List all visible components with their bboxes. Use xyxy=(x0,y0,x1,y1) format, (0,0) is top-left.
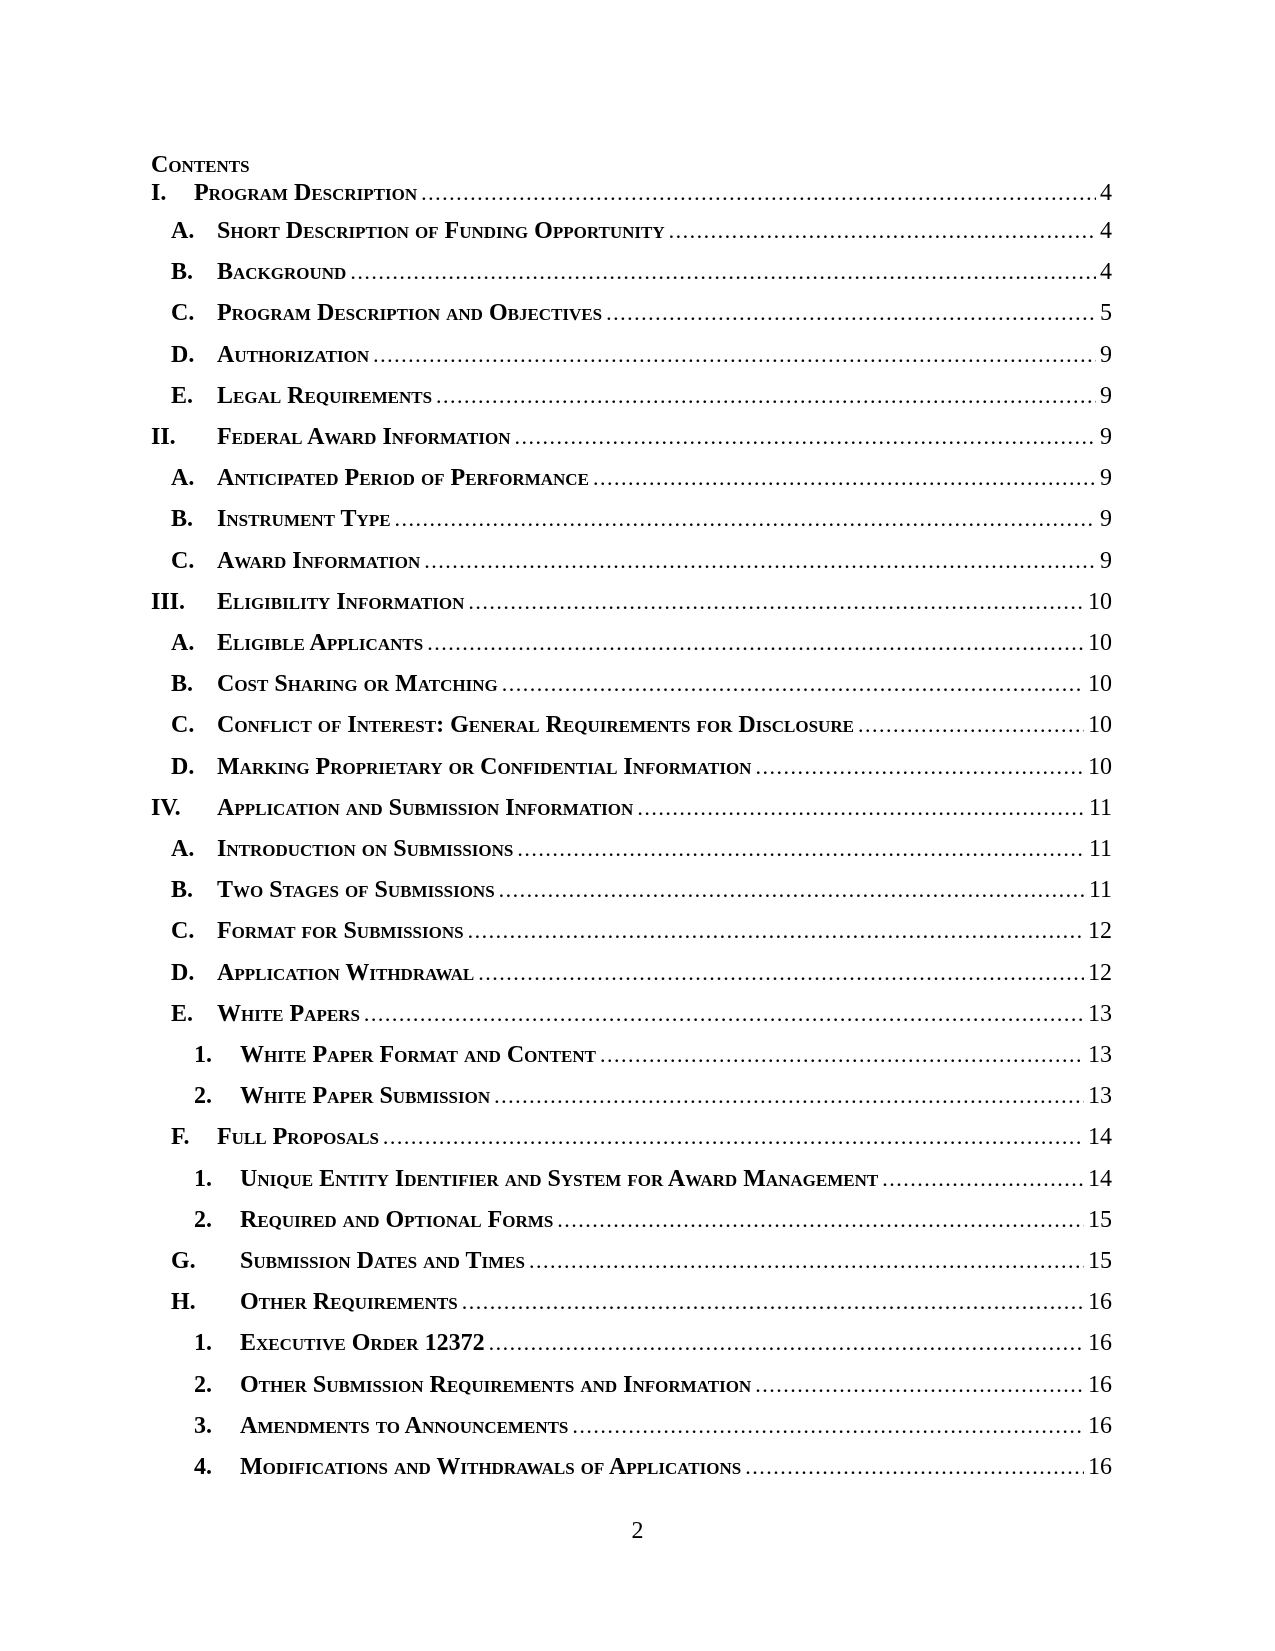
toc-entry-page[interactable]: 12 xyxy=(1088,959,1112,986)
toc-entry[interactable] xyxy=(171,958,1112,988)
toc-entry-title[interactable]: Other Requirements xyxy=(240,1289,458,1316)
toc-entry[interactable] xyxy=(171,752,1112,782)
toc-entry[interactable] xyxy=(151,793,1112,823)
toc-entry-page[interactable]: 15 xyxy=(1088,1206,1112,1233)
toc-entry[interactable] xyxy=(151,587,1112,617)
toc-entry-number: A. xyxy=(171,218,195,244)
toc-entry[interactable] xyxy=(194,1411,1112,1441)
toc-entry-title[interactable]: Format for Submissions xyxy=(217,918,464,945)
toc-entry-page[interactable]: 11 xyxy=(1088,794,1112,821)
toc-entry-number: 1. xyxy=(194,1330,212,1357)
toc-entry[interactable] xyxy=(171,1287,1112,1317)
toc-entry-page[interactable]: 13 xyxy=(1088,1083,1112,1110)
dot-leader xyxy=(468,587,1084,617)
toc-entry-title[interactable]: Conflict of Interest: General Requirements for Disclosure xyxy=(217,712,854,739)
dot-leader xyxy=(593,463,1096,493)
toc-entry-title[interactable]: Marking Proprietary or Confidential Information xyxy=(217,753,752,780)
toc-entry-page[interactable]: 5 xyxy=(1100,300,1112,327)
toc-entry-title[interactable]: Federal Award Information xyxy=(217,424,511,450)
toc-entry-number: B. xyxy=(171,506,194,533)
toc-entry-number: B. xyxy=(171,877,194,904)
dot-leader xyxy=(395,504,1096,534)
toc-entry-title[interactable]: Other Submission Requirements and Information xyxy=(240,1371,752,1398)
dot-leader xyxy=(557,1205,1084,1235)
toc-entry-title[interactable]: Introduction on Submissions xyxy=(217,836,514,862)
toc-entry-page[interactable]: 4 xyxy=(1100,218,1112,244)
toc-entry-page[interactable]: 15 xyxy=(1088,1248,1112,1274)
dot-leader xyxy=(421,178,1096,208)
toc-entry-page[interactable]: 10 xyxy=(1088,753,1112,780)
toc-entry-page[interactable]: 13 xyxy=(1088,1000,1112,1027)
toc-entry-number: 2. xyxy=(194,1371,212,1398)
toc-entry-page[interactable]: 9 xyxy=(1100,465,1112,492)
dot-leader xyxy=(755,1370,1084,1400)
toc-entry-page[interactable]: 9 xyxy=(1100,547,1112,574)
toc-entry-title[interactable]: Required and Optional Forms xyxy=(240,1206,554,1233)
toc-entry[interactable] xyxy=(171,257,1112,287)
toc-entry-title[interactable]: Legal Requirements xyxy=(217,382,433,409)
toc-entry-number: D. xyxy=(171,753,195,780)
toc-entry-number: I. xyxy=(151,180,167,206)
dot-leader xyxy=(424,546,1096,576)
toc-entry-title[interactable]: Instrument Type xyxy=(217,506,391,533)
toc-entry-page[interactable]: 13 xyxy=(1088,1042,1112,1068)
toc-entry-number: C. xyxy=(171,712,195,739)
toc-entry-page[interactable]: 4 xyxy=(1100,180,1112,206)
dot-leader xyxy=(502,669,1084,699)
toc-entry[interactable] xyxy=(194,1328,1112,1358)
toc-entry-title[interactable]: Application Withdrawal xyxy=(217,959,475,986)
dot-leader xyxy=(383,1122,1084,1152)
toc-entry[interactable] xyxy=(171,999,1112,1029)
toc-entry[interactable] xyxy=(171,710,1112,740)
toc-entry-page[interactable]: 11 xyxy=(1088,877,1112,904)
toc-entry-title[interactable]: Unique Entity Identifier and System for Award Management xyxy=(240,1165,879,1192)
toc-entry-number: B. xyxy=(171,259,194,286)
toc-entry[interactable] xyxy=(151,178,1112,208)
dot-leader xyxy=(637,793,1085,823)
toc-entry[interactable] xyxy=(194,1164,1112,1194)
toc-entry[interactable] xyxy=(171,340,1112,370)
dot-leader xyxy=(755,752,1084,782)
toc-entry-page[interactable]: 12 xyxy=(1088,918,1112,945)
dot-leader xyxy=(529,1246,1084,1276)
toc-entry-page[interactable]: 4 xyxy=(1100,259,1112,286)
toc-entry-title[interactable]: Anticipated Period of Performance xyxy=(217,465,589,492)
toc-entry-title[interactable]: Submission Dates and Times xyxy=(240,1248,525,1274)
toc-heading: Contents xyxy=(151,152,250,178)
toc-entry[interactable] xyxy=(194,1040,1112,1070)
toc-entry-page[interactable]: 14 xyxy=(1088,1165,1112,1192)
toc-entry[interactable] xyxy=(151,422,1112,452)
page-number: 2 xyxy=(631,1518,644,1544)
toc-entry-number: 2. xyxy=(194,1083,212,1110)
toc-entry-number: C. xyxy=(171,300,195,327)
toc-entry-number: A. xyxy=(171,836,195,862)
toc-entry-number: B. xyxy=(171,671,194,698)
dot-leader xyxy=(489,1328,1084,1358)
toc-entry-number: C. xyxy=(171,547,195,574)
toc-entry-number: III. xyxy=(151,588,186,615)
toc-entry-number: D. xyxy=(171,959,195,986)
toc-entry-title[interactable]: Background xyxy=(217,259,347,286)
toc-entry[interactable] xyxy=(171,504,1112,534)
toc-entry-page[interactable]: 9 xyxy=(1100,424,1112,450)
toc-entry-page[interactable]: 9 xyxy=(1100,341,1112,368)
toc-entry-page[interactable]: 16 xyxy=(1088,1412,1112,1439)
dot-leader xyxy=(514,422,1096,452)
toc-entry-title[interactable]: White Paper Format and Content xyxy=(240,1042,596,1068)
toc-entry-title[interactable]: Cost Sharing or Matching xyxy=(217,671,498,698)
toc-entry[interactable] xyxy=(171,463,1112,493)
toc-entry-page[interactable]: 10 xyxy=(1088,712,1112,739)
toc-entry-title[interactable]: Application and Submission Information xyxy=(217,794,634,821)
toc-entry[interactable] xyxy=(171,1122,1112,1152)
toc-entry-page[interactable]: 16 xyxy=(1088,1330,1112,1357)
toc-entry-number: C. xyxy=(171,918,195,945)
dot-leader xyxy=(882,1164,1084,1194)
toc-entry-number: A. xyxy=(171,630,195,656)
toc-entry-title[interactable]: Authorization xyxy=(217,341,370,368)
toc-entry-page[interactable]: 10 xyxy=(1088,588,1112,615)
toc-entry-number: 1. xyxy=(194,1042,212,1068)
toc-entry-number: E. xyxy=(171,382,194,409)
dot-leader xyxy=(494,1081,1084,1111)
dot-leader xyxy=(350,257,1096,287)
toc-entry-number: A. xyxy=(171,465,195,492)
dot-leader xyxy=(517,834,1085,864)
toc-entry[interactable] xyxy=(171,834,1112,864)
toc-entry[interactable] xyxy=(194,1205,1112,1235)
toc-entry-page[interactable]: 16 xyxy=(1088,1289,1112,1316)
toc-entry-page[interactable]: 10 xyxy=(1088,630,1112,656)
toc-entry[interactable] xyxy=(171,916,1112,946)
dot-leader xyxy=(745,1452,1084,1482)
toc-entry-title[interactable]: Program Description and Objectives xyxy=(217,300,603,327)
dot-leader xyxy=(427,628,1084,658)
toc-entry-title[interactable]: Eligibility Information xyxy=(217,588,465,615)
toc-entry-title[interactable]: Program Description xyxy=(194,180,418,206)
toc-entry-title[interactable]: Amendments to Announcements xyxy=(240,1412,569,1439)
toc-entry-number: E. xyxy=(171,1000,194,1027)
dot-leader xyxy=(478,958,1084,988)
toc-entry[interactable] xyxy=(194,1081,1112,1111)
dot-leader xyxy=(858,710,1084,740)
dot-leader xyxy=(468,916,1084,946)
dot-leader xyxy=(364,999,1084,1029)
toc-entry-title[interactable]: Eligible Applicants xyxy=(217,630,424,656)
toc-entry[interactable] xyxy=(171,1246,1112,1276)
toc-entry[interactable] xyxy=(171,216,1112,246)
toc-entry[interactable] xyxy=(171,298,1112,328)
toc-entry-page[interactable]: 9 xyxy=(1100,506,1112,533)
toc-entry-page[interactable]: 10 xyxy=(1088,671,1112,698)
dot-leader xyxy=(669,216,1096,246)
toc-entry-number: F. xyxy=(171,1124,190,1151)
toc-entry-title[interactable]: Short Description of Funding Opportunity xyxy=(217,218,665,244)
toc-entry-page[interactable]: 11 xyxy=(1088,836,1112,862)
toc-entry-title[interactable]: White Paper Submission xyxy=(240,1083,491,1110)
toc-entry-page[interactable]: 16 xyxy=(1088,1371,1112,1398)
toc-entry-number: IV. xyxy=(151,794,181,821)
dot-leader xyxy=(436,381,1096,411)
dot-leader xyxy=(600,1040,1084,1070)
toc-entry[interactable] xyxy=(194,1452,1112,1482)
dot-leader xyxy=(499,875,1085,905)
toc-entry[interactable] xyxy=(171,546,1112,576)
toc-entry-number: G. xyxy=(171,1248,196,1274)
toc-entry-title[interactable]: Modifications and Withdrawals of Applications xyxy=(240,1454,742,1480)
dot-leader xyxy=(572,1411,1084,1441)
toc-entry[interactable] xyxy=(171,875,1112,905)
toc-entry-number: 2. xyxy=(194,1206,212,1233)
toc-entry[interactable] xyxy=(171,381,1112,411)
dot-leader xyxy=(462,1287,1084,1317)
dot-leader xyxy=(373,340,1096,370)
toc-entry-title[interactable]: Executive Order 12372 xyxy=(240,1330,485,1357)
dot-leader xyxy=(606,298,1096,328)
toc-entry-number: II. xyxy=(151,424,176,450)
toc-entry-number: 3. xyxy=(194,1412,212,1439)
toc-entry-number: 4. xyxy=(194,1454,212,1480)
toc-entry-page[interactable]: 16 xyxy=(1088,1454,1112,1480)
toc-entry-title[interactable]: White Papers xyxy=(217,1000,360,1027)
toc-entry-page[interactable]: 14 xyxy=(1088,1124,1112,1151)
toc-entry-number: D. xyxy=(171,341,195,368)
toc-entry-page[interactable]: 9 xyxy=(1100,382,1112,409)
toc-entry-number: H. xyxy=(171,1289,196,1316)
toc-entry-number: 1. xyxy=(194,1165,212,1192)
toc-entry-title[interactable]: Full Proposals xyxy=(217,1124,379,1151)
toc-entry[interactable] xyxy=(194,1370,1112,1400)
toc-entry-title[interactable]: Award Information xyxy=(217,547,421,574)
toc-entry[interactable] xyxy=(171,628,1112,658)
toc-entry-title[interactable]: Two Stages of Submissions xyxy=(217,877,495,904)
toc-entry[interactable] xyxy=(171,669,1112,699)
